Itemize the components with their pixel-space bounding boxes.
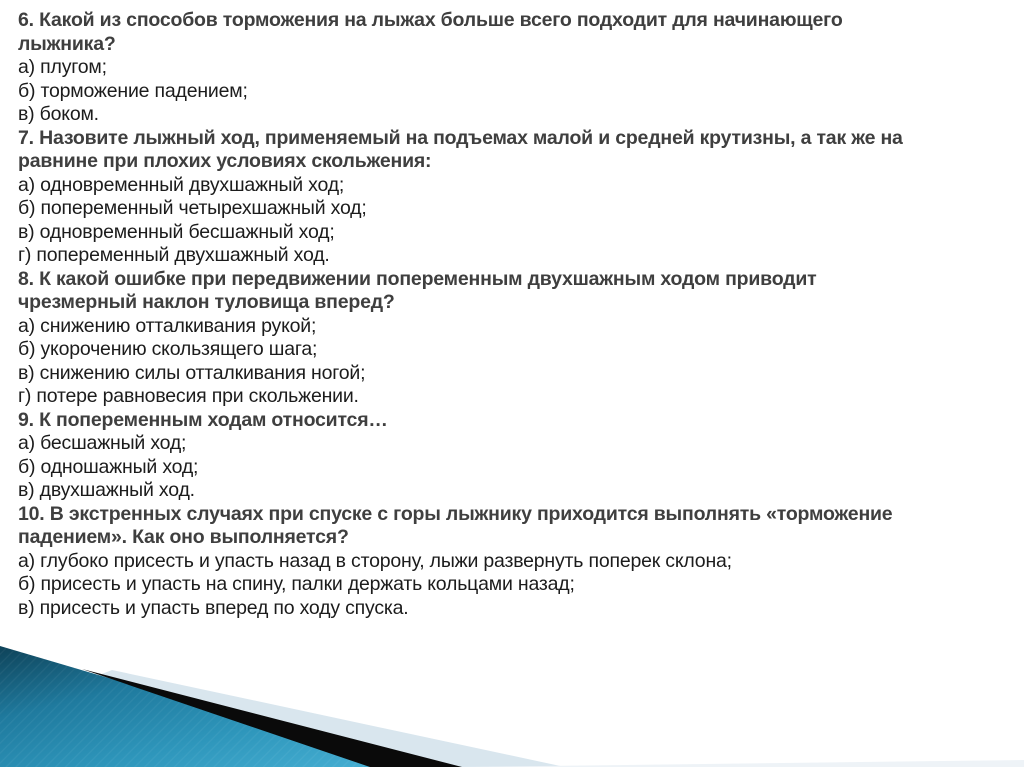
pale-blue-triangle (0, 670, 565, 767)
question-9-option: б) одношажный ход; (18, 455, 199, 478)
question-6-option: в) боком. (18, 103, 99, 125)
question-7-line: 7. Назовите лыжный ход, применяемый на подъемах малой и средней крутизны, а так же на (18, 126, 903, 149)
question-7-option: б) попеременный четырехшажный ход; (18, 197, 367, 219)
question-10-option: б) присесть и упасть на спину, палки держать кольцами назад; (18, 573, 575, 595)
question-9-line: 9. К попеременным ходам относится… (18, 408, 388, 431)
question-8-option: г) потере равновесия при скольжении. (18, 385, 359, 407)
question-7-option: в) одновременный бесшажный ход; (18, 220, 335, 243)
black-stripe (82, 669, 462, 767)
question-9-option: а) бесшажный ход; (18, 432, 187, 454)
question-8-option: б) укорочению скользящего шага; (18, 338, 318, 360)
quiz-text-block (18, 9, 903, 620)
question-7-option: г) попеременный двухшажный ход. (18, 244, 330, 266)
question-10-line: падением». Как оно выполняется? (18, 526, 349, 548)
question-6-option: а) плугом; (18, 56, 107, 78)
teal-triangle (0, 646, 410, 767)
question-8-option: в) снижению силы отталкивания ногой; (18, 361, 366, 384)
question-6-line: 6. Какой из способов торможения на лыжах больше всего подходит для начинающего (18, 9, 843, 31)
question-10-line: 10. В экстренных случаях при спуске с горы лыжнику приходится выполнять «торможение (18, 502, 893, 525)
question-8-line: чрезмерный наклон туловища вперед? (18, 291, 395, 313)
question-9-option: в) двухшажный ход. (18, 479, 195, 501)
question-8-option: а) снижению отталкивания рукой; (18, 314, 317, 337)
question-10-option: в) присесть и упасть вперед по ходу спуска. (18, 596, 409, 619)
question-8-line: 8. К какой ошибке при передвижении попеременным двухшажным ходом приводит (18, 267, 817, 290)
question-10-option: а) глубоко присесть и упасть назад в сторону, лыжи развернуть поперек склона; (18, 549, 732, 572)
question-6-line: лыжника? (18, 32, 116, 55)
question-7-option: а) одновременный двухшажный ход; (18, 173, 345, 196)
question-7-line: равнине при плохих условиях скольжения: (18, 150, 432, 172)
question-6-option: б) торможение падением; (18, 79, 248, 102)
faint-bottom-strip (460, 760, 1024, 767)
teal-triangle-texture (0, 646, 410, 767)
